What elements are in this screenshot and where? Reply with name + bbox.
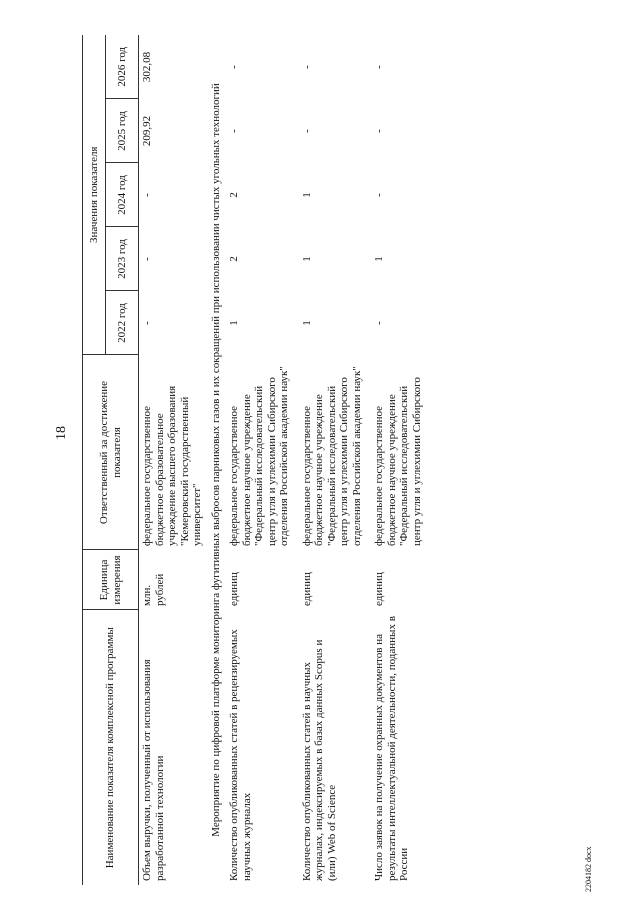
header-year-2025: 2025 год [106,99,139,163]
value-2025: - [373,129,385,133]
value-2022: - [141,321,153,325]
row-name: Количество опубликованных статей в научных журналах, индексируемых в базах данных Scopus и (или) Web of Science [300,639,338,881]
value-2023: - [141,257,153,261]
section-row [206,35,227,885]
header-year-2024: 2024 год [106,163,139,227]
rotated-table-container [82,35,522,885]
value-2023: 2 [228,256,240,262]
value-2024: - [373,193,385,197]
value-2023: 1 [300,256,313,262]
value-2022: 1 [228,320,240,326]
footer-file-code: 2204182 docx [584,846,593,892]
table-row [371,35,425,885]
row-unit: единиц [300,572,313,606]
table-row [139,35,206,885]
page-number: 18 [54,426,69,440]
value-2024: 2 [228,192,240,198]
value-2023: 1 [373,256,385,262]
row-unit: млн. рублей [141,573,166,606]
value-2025: 209,92 [141,115,153,147]
row-responsible: федеральное государственное бюджетное научное учреждение "Федеральный исследовательский центр угля и углехимии Сибирского отделения Российской академии наук" [300,366,363,546]
value-2024: 1 [300,192,313,198]
row-responsible: федеральное государственное бюджетное научное учреждение "Федеральный исследовательский центр угля и углехимии Сибирского отделения Российской академии наук" [228,366,290,546]
header-year-2026: 2026 год [106,35,139,99]
row-responsible: федеральное государственное бюджетное научное учреждение "Федеральный исследовательский центр угля и углехимии Сибирского [373,377,423,546]
table-row [299,35,366,885]
value-2026: - [300,65,313,69]
value-2022: 1 [300,320,313,326]
header-year-2022: 2022 год [106,291,139,355]
row-unit: единиц [373,572,385,606]
header-name: Наименование показателя комплексной программы [83,610,139,885]
indicators-table [82,35,425,885]
row-name: Число заявок на получение охранных документов на результаты интеллектуальной деятельности, поданных в России [373,616,410,881]
section-title: Мероприятие по цифровой платформе мониторинга фугитивных выбросов парниковых газов и их сокращений при использовании чистых угольных технологий [209,83,222,837]
value-2026: - [373,65,385,69]
value-2024: - [141,193,153,197]
table-row [226,35,293,885]
value-2026: - [228,65,240,69]
header-responsible: Ответственный за достижение показателя [83,355,139,550]
header-values-group: Значения показателя [83,35,106,355]
row-name: Объем выручки, полученный от использования разработанной технологии [141,659,166,881]
value-2026: 302,08 [141,51,153,83]
row-name: Количество опубликованных статей в рецензируемых научных журналах [228,629,253,881]
header-year-2023: 2023 год [106,227,139,291]
header-unit: Единица измерения [83,550,139,610]
value-2025: - [228,129,240,133]
row-responsible: федеральное государственное бюджетное образовательное учреждение высшего образования "Кемеровский государственный университет" [141,385,203,546]
value-2025: - [300,129,313,133]
row-unit: единиц [228,572,240,606]
value-2022: - [373,321,385,325]
